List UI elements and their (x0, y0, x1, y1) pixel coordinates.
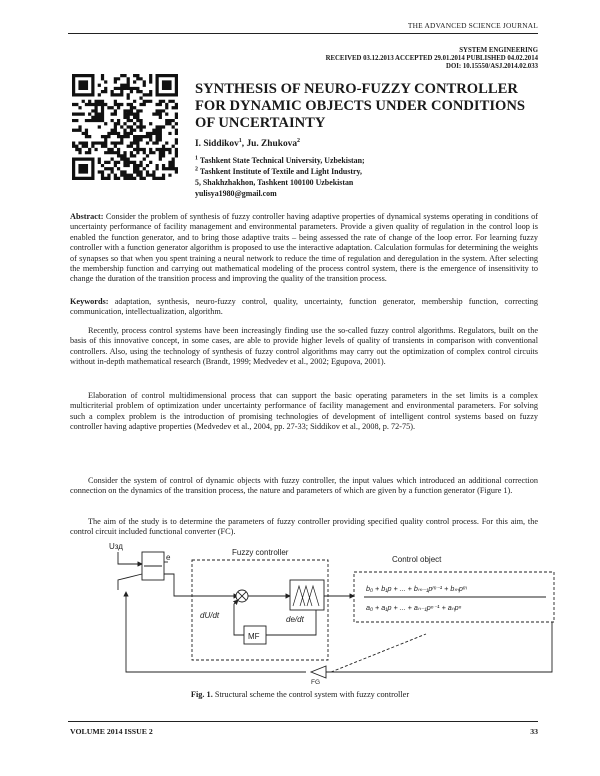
affiliation-2: $^2$ Tashkent Institute of Textile and Light Industry, (195, 166, 362, 176)
caption-label: Fig. 1. (190, 690, 213, 699)
fc-label: FG (311, 679, 321, 686)
affiliation-address: 5, Shakhzhakhon, Tashkent 100100 Uzbekistan (195, 178, 354, 187)
abstract-label: Abstract: (70, 212, 104, 221)
paragraph-2: Elaboration of control multidimensional process that can support the basic operating parameters in the set limits is a complex multicriterial problem of optimization under uncertainty performance of facility management and environmental parameters. For solving such a complex problem is the introduction of promising technologies of development of intelligent control systems based on fuzzy controller having adaptive properties (Medvedev et al., 2004, pp. 27-33; Siddikov et al., 2008, p. 72-75). (70, 391, 538, 432)
volume-issue: VOLUME 2014 ISSUE 2 (70, 727, 153, 736)
fuzzy-controller-label: Fuzzy controller (232, 548, 289, 557)
page-number: 33 (530, 727, 538, 736)
affiliation-1: $^1$ Tashkent State Technical University, Uzbekistan; (195, 155, 365, 165)
article-meta (326, 47, 538, 72)
journal-name: THE ADVANCED SCIENCE JOURNAL (407, 21, 538, 30)
input-label: Uзд (109, 542, 123, 551)
dudt-label: dU/dt (200, 611, 220, 620)
transfer-numerator: b₀ + b₁p + ... + bₘ₋₁pᵐ⁻¹ + bₘpᵐ (366, 584, 467, 593)
paragraph-4: The aim of the study is to determine the parameters of fuzzy controller providing specified quality control process. For this aim, the control circuit included functional converter (FC). (70, 517, 538, 537)
author-separator: , (241, 139, 247, 149)
control-system-diagram (106, 538, 561, 686)
author-2-sup: 2 (297, 137, 301, 144)
author-1-sup: 1 (238, 137, 242, 144)
keywords (70, 297, 538, 318)
keywords-label: Keywords: (70, 297, 109, 306)
doi-link[interactable]: DOI: 10.15550/ASJ.2014.02.033 (446, 63, 538, 71)
paragraph-1: Recently, process control systems have been increasingly finding use the so-called fuzzy control algorithms. Regulators, built on the basis of this innovative concept, in some cases, are able to provide higher levels of quality of transients in comparison with conventional controllers. Also, using the technology of synthesis of fuzzy control algorithms may carry out the optimization of complex control circuits without in-depth mathematical research (Brandt, 1999; Medvedev et al., 2002; Egupova, 2001). (70, 326, 538, 367)
author-1: I. Siddikov (195, 139, 239, 149)
abstract-text: Consider the problem of synthesis of fuzzy controller having adaptive properties of dynamical systems operating in conditions of uncertainty performance of facility management and environmental parameters. Provide a given quality of regulation in the control loop is enabled the function generator, and to bring those adaptive traits – being assessed the rate of change of the loop error. For learning fuzzy controller with a function generator algorithm is proposed to use the interactive adaptation. Calculation formulas for determining the weights of synapses so that when you spent training a neural network to reduce the time of regulation and deregulation in the system. After selecting the membership function and carrying out mathematical modeling of the process control system, there is the emergence of insensitivity to change the duration of the transition process and improving the quality of the transition process. (70, 212, 538, 284)
figure-caption (0, 690, 600, 699)
abstract (70, 212, 538, 285)
section-label: SYSTEM ENGINEERING (459, 47, 538, 54)
header-rule (68, 33, 538, 34)
paragraph-3: Consider the system of control of dynamic objects with fuzzy controller, the input values which introduced an additional correction connection on the dynamics of the transition process, the nature and parameters of which are given by a function generator (Figure 1). (70, 476, 538, 496)
author-2: Ju. Zhukova (246, 139, 298, 149)
article-title: SYNTHESIS OF NEURO-FUZZY CONTROLLER FOR DYNAMIC OBJECTS UNDER CONDITIONS OF UNCERTAINTY (195, 81, 526, 131)
error-label: e (166, 553, 171, 562)
dedt-label: de/dt (286, 615, 304, 624)
caption-text: Structural scheme the control system with fuzzy controller (212, 690, 410, 699)
qr-code-icon (72, 74, 178, 180)
mf-label: MF (248, 632, 260, 641)
publication-dates: RECEIVED 03.12.2013 ACCEPTED 29.01.2014 PUBLISHED 04.02.2014 (325, 55, 538, 63)
control-object-label: Control object (392, 555, 442, 564)
transfer-denominator: a₀ + a₁p + ... + aₙ₋₁pⁿ⁻¹ + aₙpⁿ (366, 603, 462, 612)
affiliations (195, 155, 365, 199)
keywords-text: adaptation, synthesis, neuro-fuzzy control, quality, uncertainty, function generator, membership function, correcting communication, intellectualization, algorithm. (70, 297, 538, 317)
footer-rule (68, 721, 538, 722)
author-email[interactable]: yulisya1980@gmail.com (195, 189, 277, 198)
authors (195, 139, 300, 149)
